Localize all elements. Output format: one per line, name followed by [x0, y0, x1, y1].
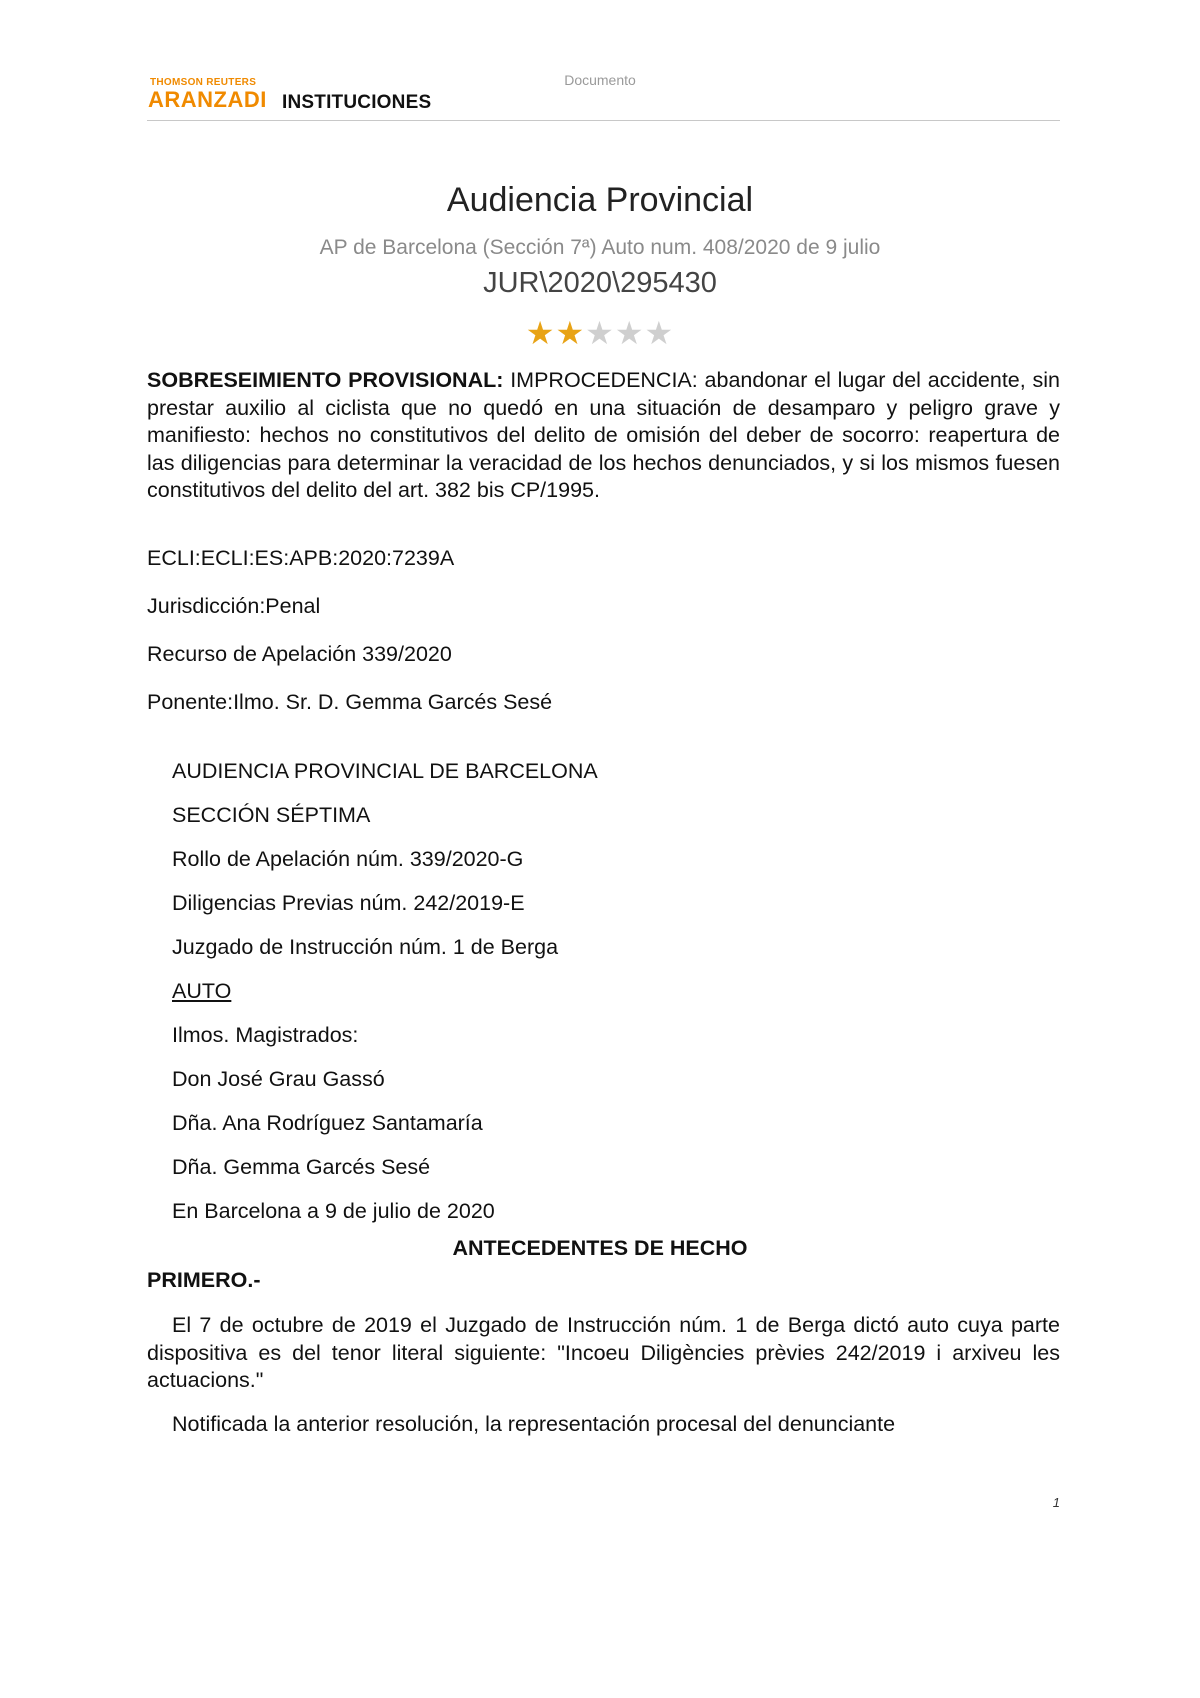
- summary-lead: SOBRESEIMIENTO PROVISIONAL:: [147, 368, 504, 392]
- star-empty-icon: ★: [614, 315, 645, 351]
- rollo-line: Rollo de Apelación núm. 339/2020-G: [172, 847, 524, 871]
- ponente-value: Ilmo. Sr. D. Gemma Garcés Sesé: [233, 690, 553, 714]
- diligencias-line: Diligencias Previas núm. 242/2019-E: [172, 891, 525, 915]
- jur-reference: JUR\2020\295430: [483, 267, 717, 299]
- document-label: Documento: [564, 72, 636, 88]
- star-empty-icon: ★: [644, 315, 675, 351]
- header-divider: [147, 120, 1060, 121]
- antecedentes-paragraph-1: El 7 de octubre de 2019 el Juzgado de Instrucción núm. 1 de Berga dictó auto cuya parte dispositiva es del tenor literal siguiente: "Incoeu Diligències prèvies 242/2019 i arxiveu les actuacions.": [147, 1313, 1060, 1392]
- star-filled-icon: ★: [555, 315, 586, 351]
- section-heading-antecedentes: ANTECEDENTES DE HECHO: [452, 1236, 748, 1260]
- magistrado-2: Dña. Ana Rodríguez Santamaría: [172, 1111, 483, 1135]
- auto-link[interactable]: AUTO: [172, 979, 232, 1003]
- court-name: AUDIENCIA PROVINCIAL DE BARCELONA: [172, 759, 598, 783]
- primero-heading: PRIMERO.-: [147, 1268, 261, 1292]
- star-empty-icon: ★: [585, 315, 615, 351]
- ecli-value: ECLI:ES:APB:2020:7239A: [200, 546, 455, 570]
- court-title: Audiencia Provincial: [446, 181, 754, 219]
- relevance-rating: [0, 316, 1200, 350]
- magistrado-3: Dña. Gemma Garcés Sesé: [172, 1155, 431, 1179]
- page-number: 1: [1052, 1495, 1060, 1510]
- magistrado-1: Don José Grau Gassó: [172, 1067, 385, 1091]
- summary-text: IMPROCEDENCIA: abandonar el lugar del accidente, sin prestar auxilio al ciclista que no quedó en una situación de desamparo y peligro grave y manifiesto: hechos no constitutivos del delito de omisión del deber de socorro: reapertura de las diligencias para determinar la veracidad de los hechos denunciados, y si los mismos fuesen constitutivos del delito del art. 382 bis CP/1995.: [147, 368, 1060, 502]
- place-date-line: En Barcelona a 9 de julio de 2020: [172, 1199, 495, 1223]
- ecli-line: [147, 545, 454, 572]
- magistrados-label: Ilmos. Magistrados:: [172, 1023, 359, 1047]
- star-filled-icon: ★: [525, 315, 556, 351]
- jurisdiccion-value: Penal: [265, 594, 321, 618]
- recurso-line: Recurso de Apelación 339/2020: [147, 642, 452, 666]
- brand-instituciones-text: INSTITUCIONES: [282, 92, 432, 113]
- ponente-line: [147, 689, 552, 716]
- jurisdiccion-label: Jurisdicción:: [147, 594, 266, 618]
- resolution-subtitle: AP de Barcelona (Sección 7ª) Auto num. 408/2020 de 9 julio: [319, 236, 881, 259]
- ponente-label: Ponente:: [147, 690, 234, 714]
- brand-top-text: THOMSON REUTERS: [150, 77, 257, 88]
- brand-main-text: ARANZADI: [148, 87, 267, 112]
- jurisdiccion-line: [147, 593, 320, 620]
- antecedentes-paragraph-2: Notificada la anterior resolución, la representación procesal del denunciante: [172, 1412, 896, 1436]
- court-section: SECCIÓN SÉPTIMA: [172, 803, 371, 827]
- summary-paragraph: [147, 367, 1060, 505]
- juzgado-line: Juzgado de Instrucción núm. 1 de Berga: [172, 935, 559, 959]
- ecli-label: ECLI:: [147, 546, 201, 570]
